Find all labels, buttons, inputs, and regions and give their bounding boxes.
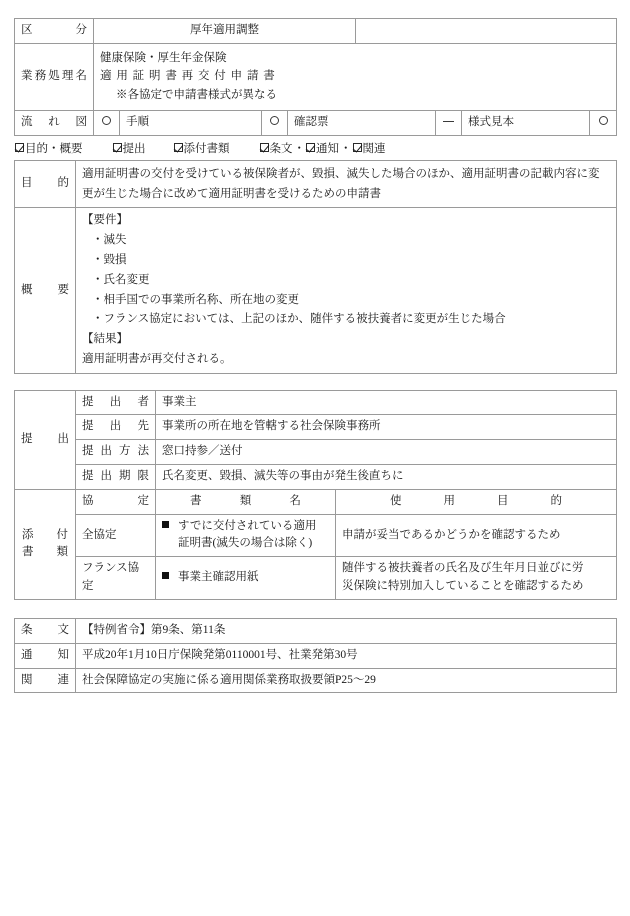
category-label: 区分	[15, 19, 94, 44]
checkbox-article[interactable]	[260, 140, 293, 156]
article-value: 【特例省令】第9条、第11条	[76, 618, 617, 643]
flow-mark-yoshiki	[436, 110, 462, 135]
category-extra	[356, 19, 617, 44]
checkbox-notice[interactable]	[306, 140, 339, 156]
checkbox-checked-icon	[353, 143, 362, 152]
task-row	[15, 43, 617, 110]
section-toggle-strip	[14, 136, 616, 160]
flow-item-kakuninhyo: 確認票	[288, 110, 436, 135]
flow-item-yoshiki: 様式見本	[462, 110, 590, 135]
purpose-row	[15, 160, 617, 208]
attachment-document-line-1	[162, 518, 329, 536]
submission-table	[14, 390, 617, 600]
checkbox-checked-icon	[113, 143, 122, 152]
requirement-list	[82, 231, 610, 330]
submitter-row	[15, 390, 617, 415]
result-heading: 【結果】	[82, 333, 128, 346]
method-label: 提出方法	[76, 440, 156, 465]
flow-label: 流れ図	[15, 110, 94, 135]
method-row	[15, 440, 617, 465]
filled-square-icon	[162, 521, 169, 528]
checkbox-checked-icon	[306, 143, 315, 152]
attachments-label-line-2: 書類	[22, 546, 68, 559]
separator: ・	[293, 142, 305, 155]
attachment-document-line-2: 証明書(滅失の場合は除く)	[178, 537, 313, 550]
result-text: 適用証明書が再交付される。	[82, 352, 232, 365]
requirement-heading: 【要件】	[82, 214, 128, 227]
dash-icon	[443, 121, 454, 122]
circle-icon	[102, 116, 111, 125]
checkbox-checked-icon	[15, 143, 24, 152]
flow-item-tejun: 手順	[120, 110, 262, 135]
attachment-document-text: すでに交付されている適用	[178, 519, 317, 532]
attachment-document	[156, 514, 336, 557]
destination-value: 事業所の所在地を管轄する社会保険事務所	[156, 415, 617, 440]
submission-label: 提出	[15, 390, 76, 489]
related-row	[15, 668, 617, 693]
checkbox-label: 添付書類	[183, 142, 230, 155]
purpose-overview-table	[14, 160, 617, 374]
flow-mark-trailing	[590, 110, 617, 135]
attachment-header-row	[15, 489, 617, 514]
attachments-label	[15, 489, 76, 599]
submitter-label: 提出者	[76, 390, 156, 415]
checkbox-label: 通知	[316, 142, 339, 155]
flow-table	[14, 110, 617, 136]
list-item: ・氏名変更	[92, 273, 150, 286]
column-header-agreement: 協定	[76, 489, 156, 514]
column-header-purpose: 使用目的	[336, 489, 617, 514]
task-line-2: 適用証明書再交付申請書	[100, 70, 280, 83]
attachment-document-line-1	[162, 569, 329, 587]
checkbox-related[interactable]	[353, 140, 386, 156]
attachment-document	[156, 557, 336, 600]
checkbox-label: 条文	[269, 142, 293, 155]
deadline-value: 氏名変更、毀損、滅失等の事由が発生後直ちに	[156, 465, 617, 490]
category-row	[15, 19, 617, 44]
flow-mark-tejun	[94, 110, 120, 135]
checkbox-label: 提出	[122, 142, 146, 155]
separator: ・	[340, 142, 352, 155]
list-item: ・毀損	[92, 253, 127, 266]
purpose-text: 適用証明書の交付を受けている被保険者が、毀損、滅失した場合のほか、適用証明書の記載内容に変更が生じた場合に改めて適用証明書を受けるための申請書	[76, 160, 617, 208]
submitter-value: 事業主	[156, 390, 617, 415]
references-table	[14, 618, 617, 693]
column-header-document: 書類名	[156, 489, 336, 514]
method-value: 窓口持参／送付	[156, 440, 617, 465]
related-value: 社会保障協定の実施に係る適用関係業務取扱要領P25〜29	[76, 668, 617, 693]
category-value: 厚年適用調整	[94, 19, 356, 44]
notice-row	[15, 643, 617, 668]
overview-content	[76, 208, 617, 373]
attachment-agreement: 全協定	[76, 514, 156, 557]
flow-mark-kakuninhyo	[262, 110, 288, 135]
deadline-row	[15, 465, 617, 490]
checkbox-checked-icon	[260, 143, 269, 152]
filled-square-icon	[162, 572, 169, 579]
attachment-document-text: 事業主確認用紙	[178, 571, 259, 584]
attachment-purpose-line-2: 災保険に特別加入していることを確認するため	[342, 580, 584, 593]
related-label: 関連	[15, 668, 76, 693]
purpose-label: 目的	[15, 160, 76, 208]
attachment-purpose-line-1: 申請が妥当であるかどうかを確認するため	[342, 528, 561, 541]
notice-label: 通知	[15, 643, 76, 668]
circle-icon	[599, 116, 608, 125]
notice-value: 平成20年1月10日庁保険発第0110001号、社業発第30号	[76, 643, 617, 668]
attachments-label-line-1: 添付	[22, 528, 68, 541]
checkbox-label: 関連	[362, 142, 386, 155]
attachment-row	[15, 557, 617, 600]
attachment-agreement: フランス協定	[76, 557, 156, 600]
task-value	[94, 43, 617, 110]
list-item: ・相手国での事業所名称、所在地の変更	[92, 293, 299, 306]
overview-label: 概要	[15, 208, 76, 373]
task-label: 業務処理名	[15, 43, 94, 110]
section-spacer-references	[14, 600, 616, 618]
list-item: ・滅失	[92, 234, 127, 247]
section-spacer-submission	[14, 374, 616, 390]
checkbox-purpose-overview[interactable]	[15, 140, 83, 156]
attachment-purpose-line-1: 随伴する被扶養者の氏名及び生年月日並びに労	[342, 562, 584, 575]
checkbox-attachments[interactable]	[174, 140, 230, 156]
list-item: ・フランス協定においては、上記のほか、随伴する被扶養者に変更が生じた場合	[92, 313, 506, 326]
deadline-label: 提出期限	[76, 465, 156, 490]
destination-row	[15, 415, 617, 440]
top-spacer	[14, 0, 616, 18]
checkbox-submission[interactable]	[113, 140, 146, 156]
circle-icon	[270, 116, 279, 125]
destination-label: 提出先	[76, 415, 156, 440]
attachment-purpose	[336, 557, 617, 600]
header-table	[14, 18, 617, 111]
task-line-1: 健康保険・厚生年金保険	[100, 51, 227, 64]
attachment-purpose	[336, 514, 617, 557]
article-row	[15, 618, 617, 643]
checkbox-label: 目的・概要	[25, 142, 83, 155]
checkbox-checked-icon	[174, 143, 183, 152]
task-line-3: ※各協定で申請書様式が異なる	[116, 89, 277, 102]
article-label: 条文	[15, 618, 76, 643]
overview-row	[15, 208, 617, 373]
flow-row	[15, 110, 617, 135]
attachment-row	[15, 514, 617, 557]
